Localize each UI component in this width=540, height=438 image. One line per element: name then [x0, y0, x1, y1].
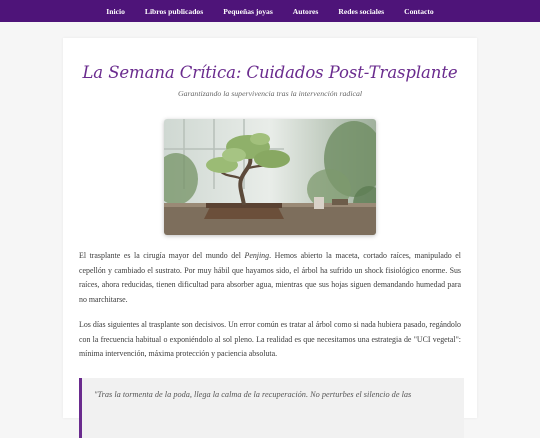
nav-autores[interactable]: Autores — [292, 6, 319, 16]
article-paragraph-1 — [79, 249, 461, 308]
article-title: La Semana Crítica: Cuidados Post-Trasplante — [82, 63, 458, 82]
paragraph-1-text-end: . Hemos abierto la maceta, cortado raíces, manipulado el cepellón y cambiado el sustrato. Por muy hábil que hayamos sido, el árbol ha sufrido un shock fisiológico enorme. Sus raíces, ahora reducidas, tienen dificultad para absorber agua, mientras que sus hojas siguen demandando humedad para no marchitarse. — [79, 251, 461, 305]
article-subtitle: Garantizando la supervivencia tras la intervención radical — [177, 89, 363, 98]
nav-inicio[interactable]: Inicio — [106, 6, 125, 16]
nav-libros-publicados[interactable]: Libros publicados — [144, 6, 204, 16]
bonsai-photo — [164, 119, 376, 235]
nav-contacto[interactable]: Contacto — [404, 6, 434, 16]
paragraph-1-text-start: El trasplante es la cirugía mayor del mundo del — [79, 251, 245, 260]
bonsai-illustration — [164, 119, 376, 235]
penjing-term: Penjing — [244, 251, 270, 260]
nav-redes-sociales[interactable]: Redes sociales — [338, 6, 385, 16]
nav-pequenas-joyas[interactable]: Pequeñas joyas — [223, 6, 273, 16]
top-navigation — [0, 0, 540, 22]
article-card — [63, 38, 477, 418]
blockquote — [79, 378, 464, 438]
quote-text: "Tras la tormenta de la poda, llega la calma de la recuperación. No perturbes el silencio de las — [94, 390, 412, 399]
article-paragraph-2: Los días siguientes al trasplante son decisivos. Un error común es tratar al árbol como si nada hubiera pasado, regándolo con la frecuencia habitual o exponiéndolo al sol pleno. La realidad es que necesitamos una estrategia de "UCI vegetal": mínima intervención, máxima protección y paciencia absoluta. — [79, 320, 461, 359]
